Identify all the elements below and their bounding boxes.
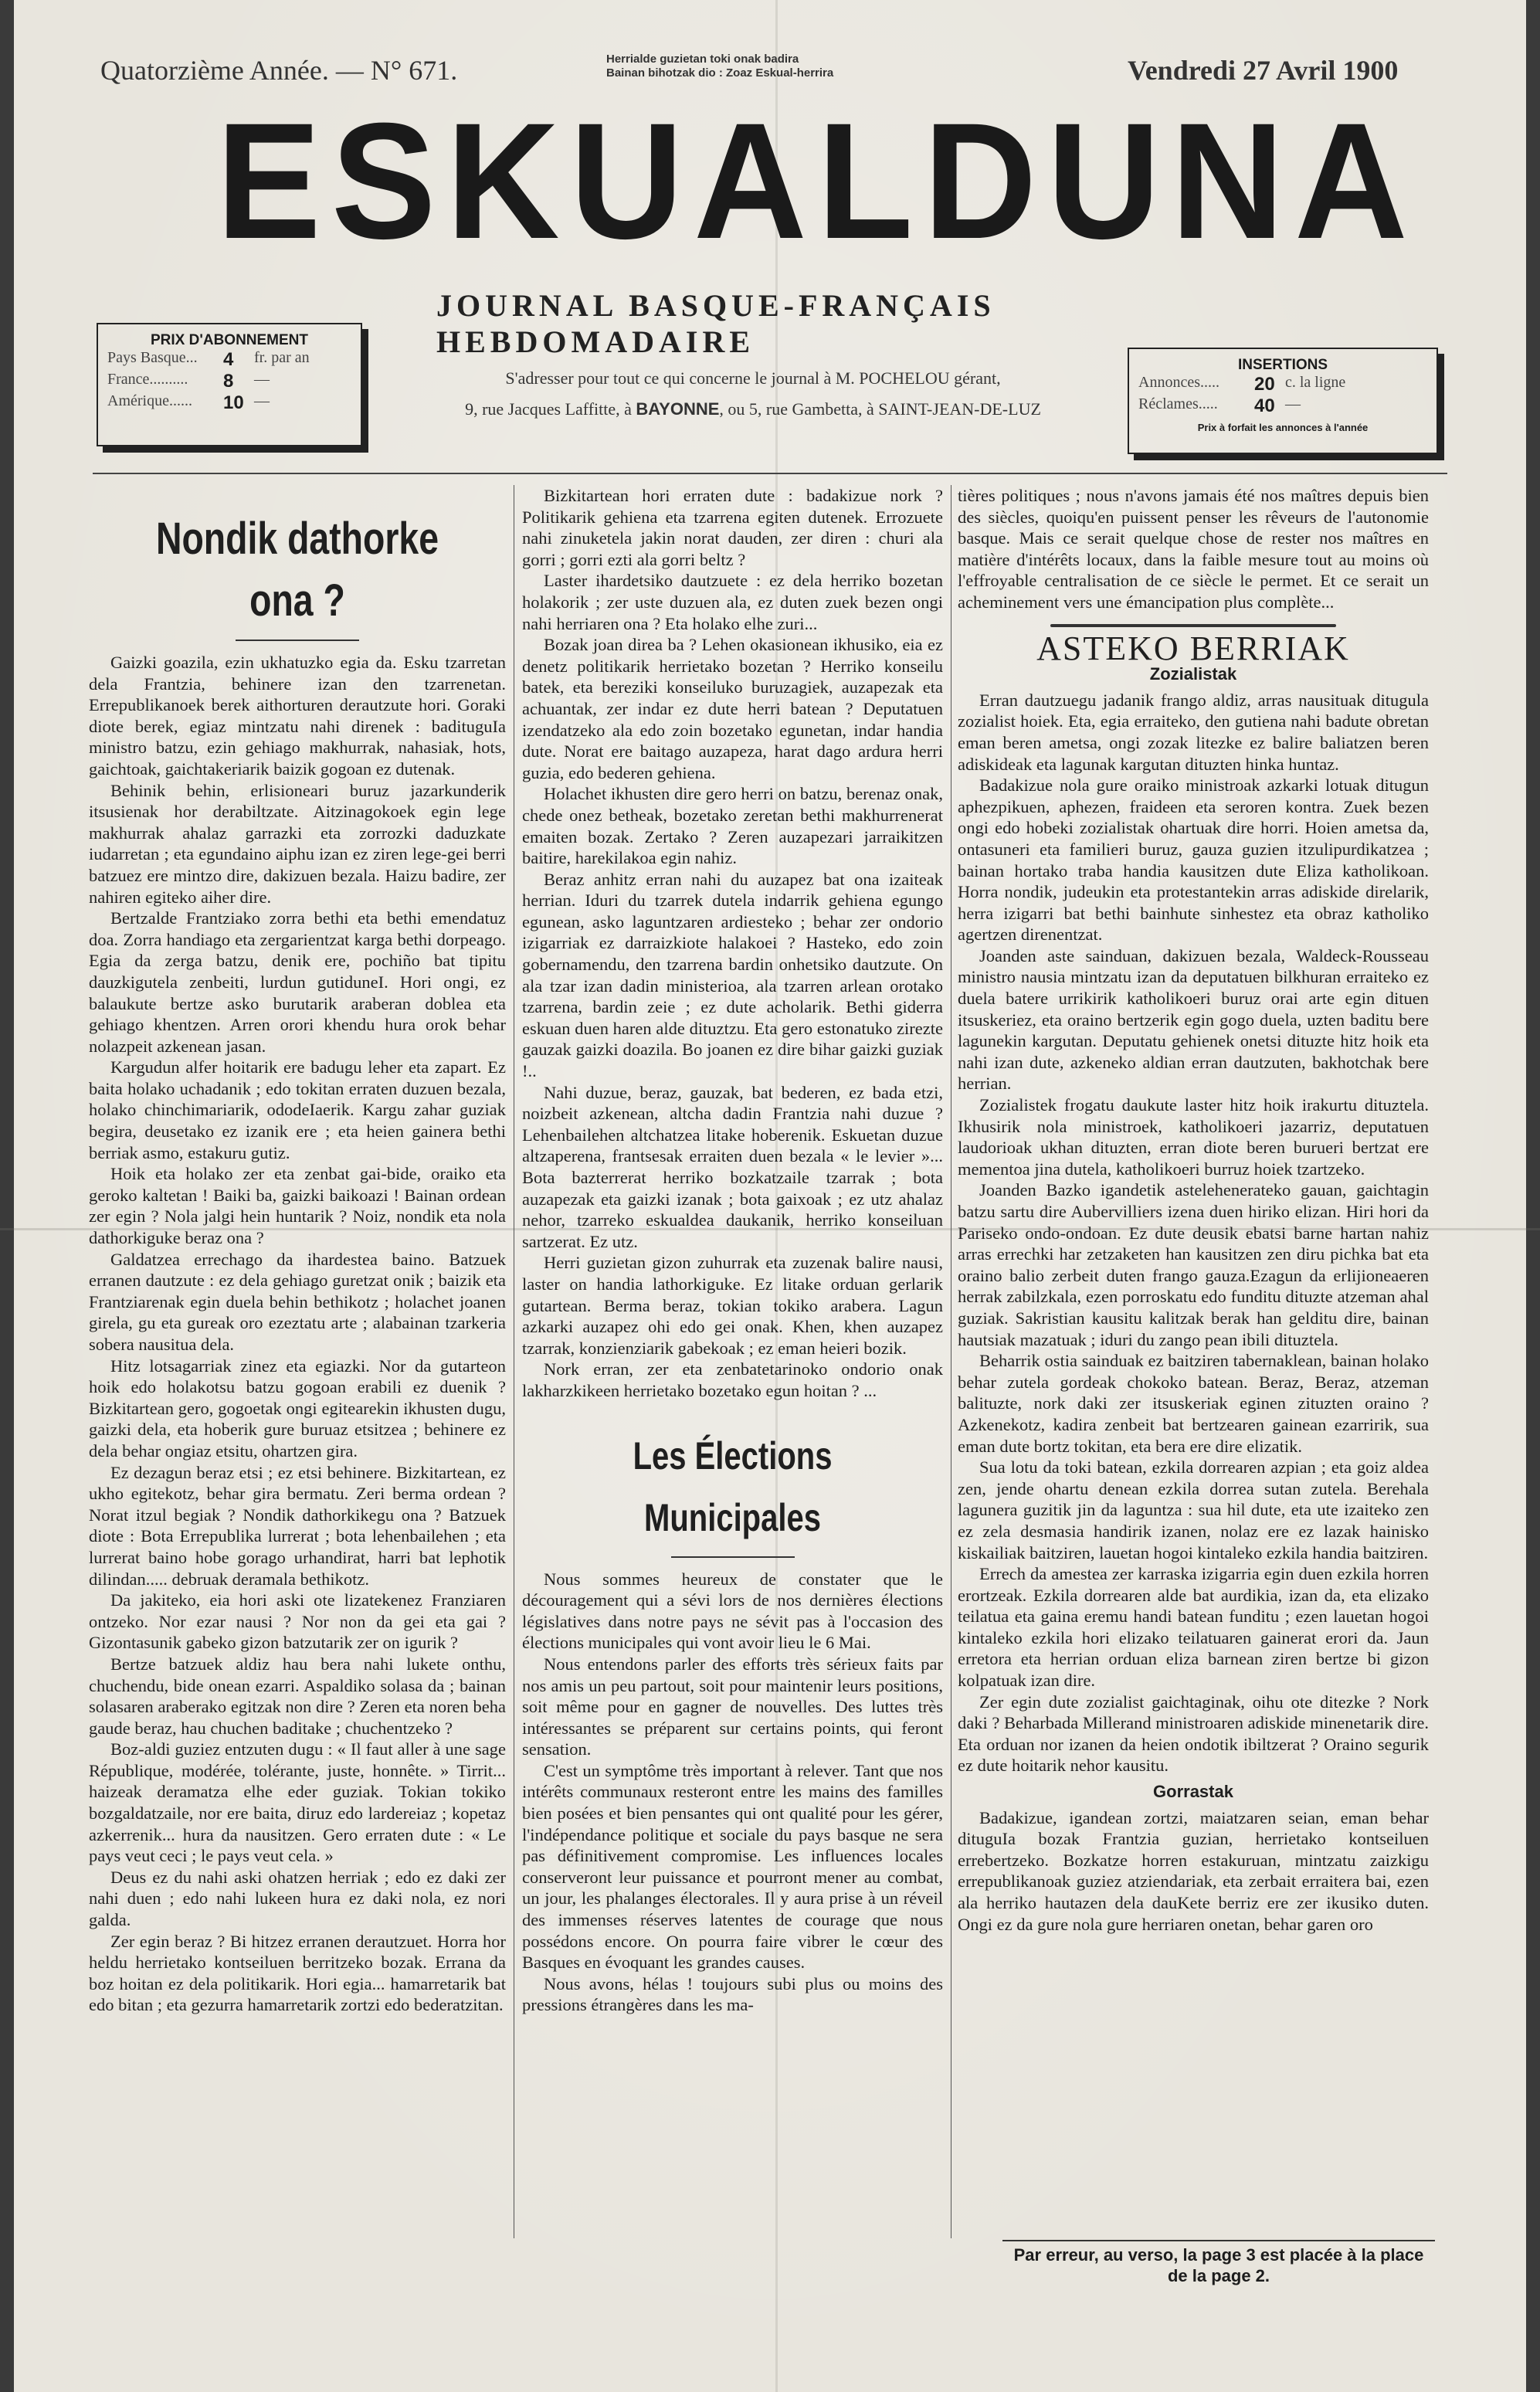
insertions-title: INSERTIONS [1237, 357, 1328, 373]
paragraph: Bozak joan direa ba ? Lehen okasionean ikhusiko, eia ez denetz politikarik herrietako bozetan ? Herriko konseilu batek, eta bereziki konseiluko buruzagiek, auzapezak eta achuantak, zer indar ez dute herri batean ? Deputatuen izendatzeko ala edo zoin bozetako egunetan, indar handia dute. Norat ere baitago auzapeza, harat dago ardura herri guzia, edo bederen gehiena. [522, 635, 943, 782]
paragraph: C'est un symptôme très important à relever. Tant que nos intérêts communaux resteront entre les mains des familles bien posées et bien pensantes qui ont qualité pour les gérer, l'indépendance politique et sociale du pays basque ne sera pas définitivement compromise. Les influences locales conserveront leur puissance et pourront mener au combat, un jour, les phalanges électorales. Il y aura prise à un réveil des immenses réserves latentes de courage que nous possédons encore. On pourra faire vibrer le cœur des Basques en évoquant les grandes causes. [522, 1760, 943, 1973]
issue-date: Vendredi 27 Avril 1900 [1128, 55, 1399, 86]
newspaper-subtitle: JOURNAL BASQUE-FRANÇAIS HEBDOMADAIRE [436, 288, 996, 359]
price-label: Amérique...... [107, 392, 192, 409]
paragraph: Boz-aldi guziez entzuten dugu : « Il faut aller à une sage République, modérée, tolérante, juste, honnête. » Tirrit... haizeak deramatza elhe eder guziak. Tokian tokiko bozgaldatzaile, nor ere baita, diruz edo lardereiaz ; kopetaz azkerrenik... hura da nausitzen. Gero erraten dute : « Le pays veut ceci ; le pays veut cela. » [89, 1739, 506, 1866]
paragraph: Badakizue nola gure oraiko ministroak azkarki lotuak ditugun aphezpikuen, aphezen, fraideen eta seroren kontra. Zuek bezen ongi edo hobeki zozialistak ohartuak dire horri. Hoien ametsa da, ontasuneri eta familieri buruz, gauza guzien itzulipurdikatzea ; bainan hortako traba handia kausitzen dute Eliza katholikoan. Horra nondik, judeukin eta protestantekin arras adiskide direlarik, herra izigarri bat bethi bainhute sinhestez eta obraz katholiko agertzen direnentzat. [958, 775, 1429, 945]
scan-edge-right [1526, 0, 1540, 2392]
paragraph: Ez dezagun beraz etsi ; ez etsi behinere. Bizkitartean, ez ukho egitekotz, behar gira bermatu. Zeri berma ordean ? Norat itzul begiak ? Nondik dathorkikegu ona ? Batzuek diote : Bota Errepublika lurrerat ; bota lehenbailehen ; eta lurrerat baino hobe gorago urhandirat, harri bat lephotik dilindan..... debruak deramala bethikotz. [89, 1462, 506, 1589]
paragraph: Erran dautzuegu jadanik frango aldiz, arras nausituak ditugula zozialist hoiek. Eta, egia erraiteko, den gutiena nahi badute obretan eman beren ametsa, ongi zozak litezke ez balire baliatzen beren adiskideak eta lagunak kargutan dituzten hinka huntaz. [958, 690, 1429, 774]
paragraph: Zozialistek frogatu daukute laster hitz hoik irakurtu dituztela. Ikhusirik nola ministroek, katholikoeri jazarriz, deputatuen laudorioak ukhan dituzten, erran diote beren burueri bertzat ere mementoa jina dutela, katholikoeri burruz hoiek tzartzeko. [958, 1095, 1429, 1179]
paragraph: Bertzalde Frantziako zorra bethi eta bethi emendatuz doa. Zorra handiago eta zergarientzat karga bethi dorpeago. Egia da zerga batzu, denik ere, pochiño bat tipitu dauzkigutela zenbeiti, lurdun gutiduneI. Hori ongi, ez balaukute bertze asko burutarik araberan doblea eta gehiago khentzen. Arren orori khendu hura orok behar nolazpeit azkenean jasan. [89, 908, 506, 1056]
subsection-title: Zozialistak [1149, 664, 1237, 684]
insertions-note: Prix à forfait les annonces à l'année [1197, 422, 1369, 433]
paragraph: Hoik eta holako zer eta zenbat gai-bide, oraiko eta geroko kaltetan ! Baiki ba, gaizki baikoazi ! Bainan ordean zer egin ? Nola jalgi hein huntarik ? Noiz, nondik eta nola dathorkiguke beraz ona ? [89, 1164, 506, 1248]
paragraph: Nous entendons parler des efforts très sérieux faits par nos amis un peu partout, soit pour maintenir leurs positions, soit même pour en gagner de nouvelles. Des luttes très intéressantes se préparent sur certains points, qui feront sensation. [522, 1654, 943, 1759]
price-row [107, 392, 361, 414]
motto-line-1: Herrialde guzietan toki onak badira [606, 53, 799, 66]
paragraph: Errech da amestea zer karraska izigarria egin duen ezkila horren erortzeak. Ezkila dorrearen alde bat aurdikia, izan da, eta elizako teilatua eta gaina eremu handi batean funditu ; ezen lauetan hogoi kintaleko ezkila hori elizako teilatuaren gainerat erori da. Jaun erretora eta herrian orduan eliza barnean ziren bertze bi gizon kolpatuak izan dire. [958, 1564, 1429, 1691]
paragraph: Hitz lotsagarriak zinez eta egiazki. Nor da gutarteon hoik edo holakotsu batzu gogoan erabili ez duenik ? Bizkitartean gero, gogoetak ongi egitearekin ikhusten dugu, gaizki dela, eta hoberik gure buruaz etsitzea ; behinere ez dela behar ongiaz etsitu, ohartzen gira. [89, 1355, 506, 1461]
paragraph: Sua lotu da toki batean, ezkila dorrearen azpian ; eta goiz aldea zen, jende ohartu denean ezkila dorrea sutan zutela. Berehala lagunera guzitik jin da laguntza : sua hil dute, eta ute izaiteko zen ez zela desmasia handirik izanen, nolaz ere ez lazak hainisko kiskailiak baitziren, lauetan hogoi kintaleko ezkila handia baitziren. [958, 1457, 1429, 1562]
insertion-value: 40 [1254, 395, 1275, 416]
paragraph: Beharrik ostia sainduak ez baitziren tabernaklean, bainan holako behar zutela gordeak chokoko batean. Beraz, Beraz, atzeman balituzte, nork daki zer itsuskeriak eginen zituzten oraino ? Azkenekotz, kadira zenbeit bat bertzearen gainean ezarririk, sua eman dute bortz tokitan, eta bera ere dire elizatik. [958, 1351, 1429, 1456]
news-paragraph: Badakizue, igandean zortzi, maiatzaren seian, eman behar dituguIa bozak Frantzia guzian, herrietako kontseiluen errebertzeko. Bozkatze horren estakuruan, mintzatu zaizkigu errepublikanoak guziez atziendariak, eta zerbait erraitera bai, ezen ala herriko hautazen dela dauKete berriz ere zer ikusiko duten. Ongi ez da gure nola gure herriaren onetan, behar garen oro [958, 1807, 1429, 1934]
paragraph: Nork erran, zer eta zenbatetarinoko ondorio onak lakharzkikeen herrietako bozetako egun hoitan ? ... [522, 1359, 943, 1400]
paragraph: Galdatzea errechago da ihardestea baino. Batzuek erranen dautzute : ez dela gehiago guretzat onik ; baizik eta Frantziarenak egin duela behin bethikotz ; holachet joanen girela, gu eta gureak oro ezeztatu arte ; alabainan tzarkeria sobera nausitua dela. [89, 1249, 506, 1354]
insertion-unit: c. la ligne [1285, 374, 1346, 391]
paragraph: Deus ez du nahi aski ohatzen herriak ; edo ez daki zer nahi duen ; edo nahi lukeen hura ez daki nola, ez nori galda. [89, 1867, 506, 1930]
paragraph: Da jakiteko, eia hori aski ote lizatekenez Franziaren ontzeko. Nor ezar nausi ? Nor non da gei eta gai ? Gizontasunik gabeko gizon batzutarik zer on igurik ? [89, 1590, 506, 1653]
news-body [958, 1179, 1429, 1776]
insertion-label: Réclames..... [1138, 395, 1218, 412]
column-1 [89, 485, 506, 2016]
price-unit: fr. par an [254, 349, 310, 366]
scan-edge-left [0, 0, 14, 2392]
article-headline-elections: Les Élections Municipales [633, 1434, 833, 1539]
paragraph: Nous avons, hélas ! toujours subi plus ou moins des pressions étrangères dans les ma- [522, 1973, 943, 2015]
paragraph: Joanden Bazko igandetik astelehenerateko gauan, gaichtagin batzu sartu dire Aubervilliers izena duen hiriko elizan. Hiri hori da Pariseko ondo-ondoan. Ez dute deusik ebatsi barne hartan nahiz arras errechki har zetzaketen han kausitzen zen diru pichka bat eta oraino balio zerbeit duten frango gauza.Ezagun da erlijioneaeren herrak zabilzkala, ezen porroskatu edo funditu dituzte atzeman ahal guziak. Sakristian kausitu kalitzak berak han gelditu dire, bainan hautsiak mazatuak ; iduri du zango pean ibili dituztela. [958, 1180, 1429, 1349]
price-value: 8 [223, 371, 234, 392]
paragraph: Holachet ikhusten dire gero herri on batzu, berenaz onak, chede onez betheak, bozetako zeretan bethi makhurrenerat emaiten bozak. Zertako ? Zeren auzapezari jarraikitzen baitire, harekilakoa egin nahiz. [522, 784, 943, 868]
address-line-1: S'adresser pour tout ce qui concerne le journal à M. POCHELOU gérant, [505, 368, 1001, 388]
price-value: 4 [223, 349, 234, 370]
section-rule [1050, 624, 1336, 627]
motto-line-2: Bainan bihotzak dio : Zoaz Eskual-herrira [606, 66, 834, 80]
paragraph: Joanden aste sainduan, dakizuen bezala, Waldeck-Rousseau ministro nausia mintzatu izan da deputatuen bilkhuran erraiteko ez duela batere urrikirik katholikoeri buruz orai arte egin dituen itsuskeriez, eta oraino bertzerik egin gogo duela, uzten baditu bere lagunekin kargutan. Deputatu gehienek onetsi dituzte hitz hoik eta nahi izan dute, azkeneko aldian erran dautzuten, bakhotchak bere herrian. [958, 945, 1429, 1094]
paragraph: Bertze batzuek aldiz hau bera nahi lukete onthu, chuchendu, bide onean ezarri. Aspaldiko solasa da ; bainan solasaren araberako egitzak non dire ? Zeren eta noren beha gaude beraz, hau chuchen baditake ; chuchentzeko ? [89, 1654, 506, 1738]
paragraph: Zer egin dute zozialist gaichtaginak, oihu ote ditezke ? Nork daki ? Beharbada Millerand ministroaren adiskide minenetarik dire. Eta orduan nor izanen da heien ondotik ibiltzerat ? Oraino segurik ez dute hoitarik nehor kausitu. [958, 1691, 1429, 1776]
address-line-2 [386, 394, 1120, 425]
address-part: 9, rue Jacques Laffitte, à [465, 399, 636, 419]
erratum-note: Par erreur, au verso, la page 3 est placée à la place de la page 2. [1002, 2240, 1435, 2286]
issue-number: Quatorzième Année. — N° 671. [100, 55, 458, 86]
paragraph: Behinik behin, erlisioneari buruz jazarkunderik itsusienak hor derabiltzate. Aitzinagokoek egin lege makhurrak ahalaz garrazki eta zorrozki daduzkate iudarretan ; eta egundaino aiphu izan ez ziren lege-gei berri batzuez ere mintzo dire, dakizuen bezala. Haizu badire, zer nahiren egiteko aiher dire. [89, 780, 506, 907]
paragraph: Bizkitartean hori erraten dute : badakizue nork ? Politikarik gehiena eta tzarrena egiten dutenek. Errozuete nahi zinuketela jakin norat dauden, zer diren : churi ala gorri ; gorri ezti ala gorri beltz ? [522, 486, 943, 569]
article-body [89, 652, 506, 2016]
price-row [107, 349, 361, 371]
address-block [386, 363, 1120, 425]
headline-rule [236, 640, 359, 641]
paragraph: Nous sommes heureux de constater que le découragement qui a sévi lors de nos dernières élections législatives dans notre pays ne sévit pas à l'occasion des élections municipales qui vont avoir lieu le 6 Mai. [522, 1569, 943, 1653]
paragraph: Gaizki goazila, ezin ukhatuzko egia da. Esku tzarretan dela Frantzia, behinere izan den tzarrenetan. Errepublikanoek berek aithorturen derautzute hori. Goraki diote berek, egiaz mintzatu nahi direnek : badituguIa ministro batzu, ezin gehiago makhurrak, nahasiak, hots, gaichtoak, gaichtakeriarik baizik gogoan ez dutenak. [89, 653, 506, 779]
paragraph: Herri guzietan gizon zuhurrak eta zuzenak balire nausi, laster on handia lathorkiguke. Ez litake orduan gerlarik gutartean. Berma beraz, tokian tokiko arabera. Lagun azkarki auzapez ohi edo gei onak. Khen, khen auzapez tzarrak, konzienziarik gabekoak ; ez eman heieri bozik. [522, 1253, 943, 1358]
price-row [107, 371, 361, 392]
address-part: , ou 5, rue Gambetta, à SAINT-JEAN-DE-LUZ [719, 399, 1041, 419]
news-body [958, 690, 1429, 1180]
paragraph: Zer egin beraz ? Bi hitzez erranen derautzuet. Horra hor heldu herrietako kontseiluen berritzeko bozak. Errana da boz hoitan ez dela politikarik. Hori egia... hamarretarik bat edo bitan ; eta gezurra hamarretarik zortzi edo bederatzitan. [89, 1931, 506, 2015]
subscription-title: PRIX D'ABONNEMENT [150, 332, 309, 348]
article-continuation: tières politiques ; nous n'avons jamais été nos maîtres depuis bien des siècles, quoiqu'en puissent penser les rêveurs de l'autonomie basque. Mais ce serait quelque chose de rester nos maîtres en matière d'intérêts locaux, dans la faible mesure tout au moins où l'effroyable centralisation de ce siècle le permet. Et ce serait un acheminement vers une émancipation plus complète... [958, 486, 1429, 612]
motto [606, 53, 931, 80]
insertions-box [1128, 348, 1438, 454]
headline-rule [671, 1556, 795, 1558]
paragraph: Nahi duzue, beraz, gauzak, bat bederen, ez bada etzi, noizbeit azkenean, altcha dadin Frantzia nahi duzue ? Lehenbailehen altchatzea litake hoberenik. Eskuetan duzue altzaperena, frantsesak erraiten duen bezala « le levier »... Bota bazterrerat herriko bozkatzaile tzarrak ; bota auzapezak eta gaizki izanak ; bota gaixoak ; ez utz ahalaz nehor, tzarreko eskualdea daukanik, herriko konseiluan sartzerat. Ez utz. [522, 1082, 943, 1251]
insertion-row [1138, 374, 1437, 395]
subsection-title: Gorrastak [1153, 1782, 1233, 1802]
price-value: 10 [223, 392, 244, 413]
insertion-unit: — [1285, 395, 1301, 412]
address-city: BAYONNE [636, 399, 720, 419]
subscription-box [97, 323, 362, 446]
price-label: France.......... [107, 371, 188, 388]
insertion-value: 20 [1254, 374, 1275, 395]
article-body-continued [522, 485, 943, 1402]
insertion-label: Annonces..... [1138, 374, 1219, 391]
column-2 [522, 485, 943, 2016]
section-title: ASTEKO BERRIAK [1036, 629, 1350, 667]
paragraph: Laster ihardetsiko dautzuete : ez dela herriko bozetan holakorik ; zer uste duzuen ala, ez duten zuek bezen ongi nahi herriaren ona ? Eta holako elhe zuri... [522, 571, 943, 633]
column-3 [958, 485, 1429, 1935]
insertion-row [1138, 395, 1437, 417]
article-body-french [522, 1569, 943, 2016]
masthead-rule [93, 473, 1447, 474]
article-headline: Nondik dathorke ona ? [155, 514, 439, 626]
price-unit: — [254, 371, 270, 388]
price-unit: — [254, 392, 270, 409]
paragraph: Kargudun alfer hoitarik ere badugu leher eta zapart. Ez baita holako uchadanik ; edo tokitan erraten duzuen bezala, holako chinchimariarik, ododeIaerik. Kargu zahar guziak begira, deusetako ez izanik ere ; eta heien gainera bethi berriak asmo, estakuru gutiz. [89, 1057, 506, 1162]
paragraph: Beraz anhitz erran nahi du auzapez bat ona izaiteak herrian. Iduri du tzarrek dutela indarrik gehiena egungo egunean, asko laguntzaren ardiesteko ; behar zer ondorio izigarriak ez darraizkiote halakoei ? Hasteko, edo zoin gobernamendu, den tzarrena bardin onhetsiko dautzute. On ala tzar izan dadin ministerioa, ala tzarren arlean orotako tzarrena, bardin zeie ; ez dute acholarik. Bethi giderra eskuan duen haren alde dituztzu. Eta gero estonatuko zirezte gauzak gaizki doazila. Bo joanen ez dire bihar gaizki guziak !.. [522, 869, 943, 1081]
newspaper-title: ESKUALDUNA [216, 89, 1419, 273]
price-label: Pays Basque... [107, 349, 198, 366]
